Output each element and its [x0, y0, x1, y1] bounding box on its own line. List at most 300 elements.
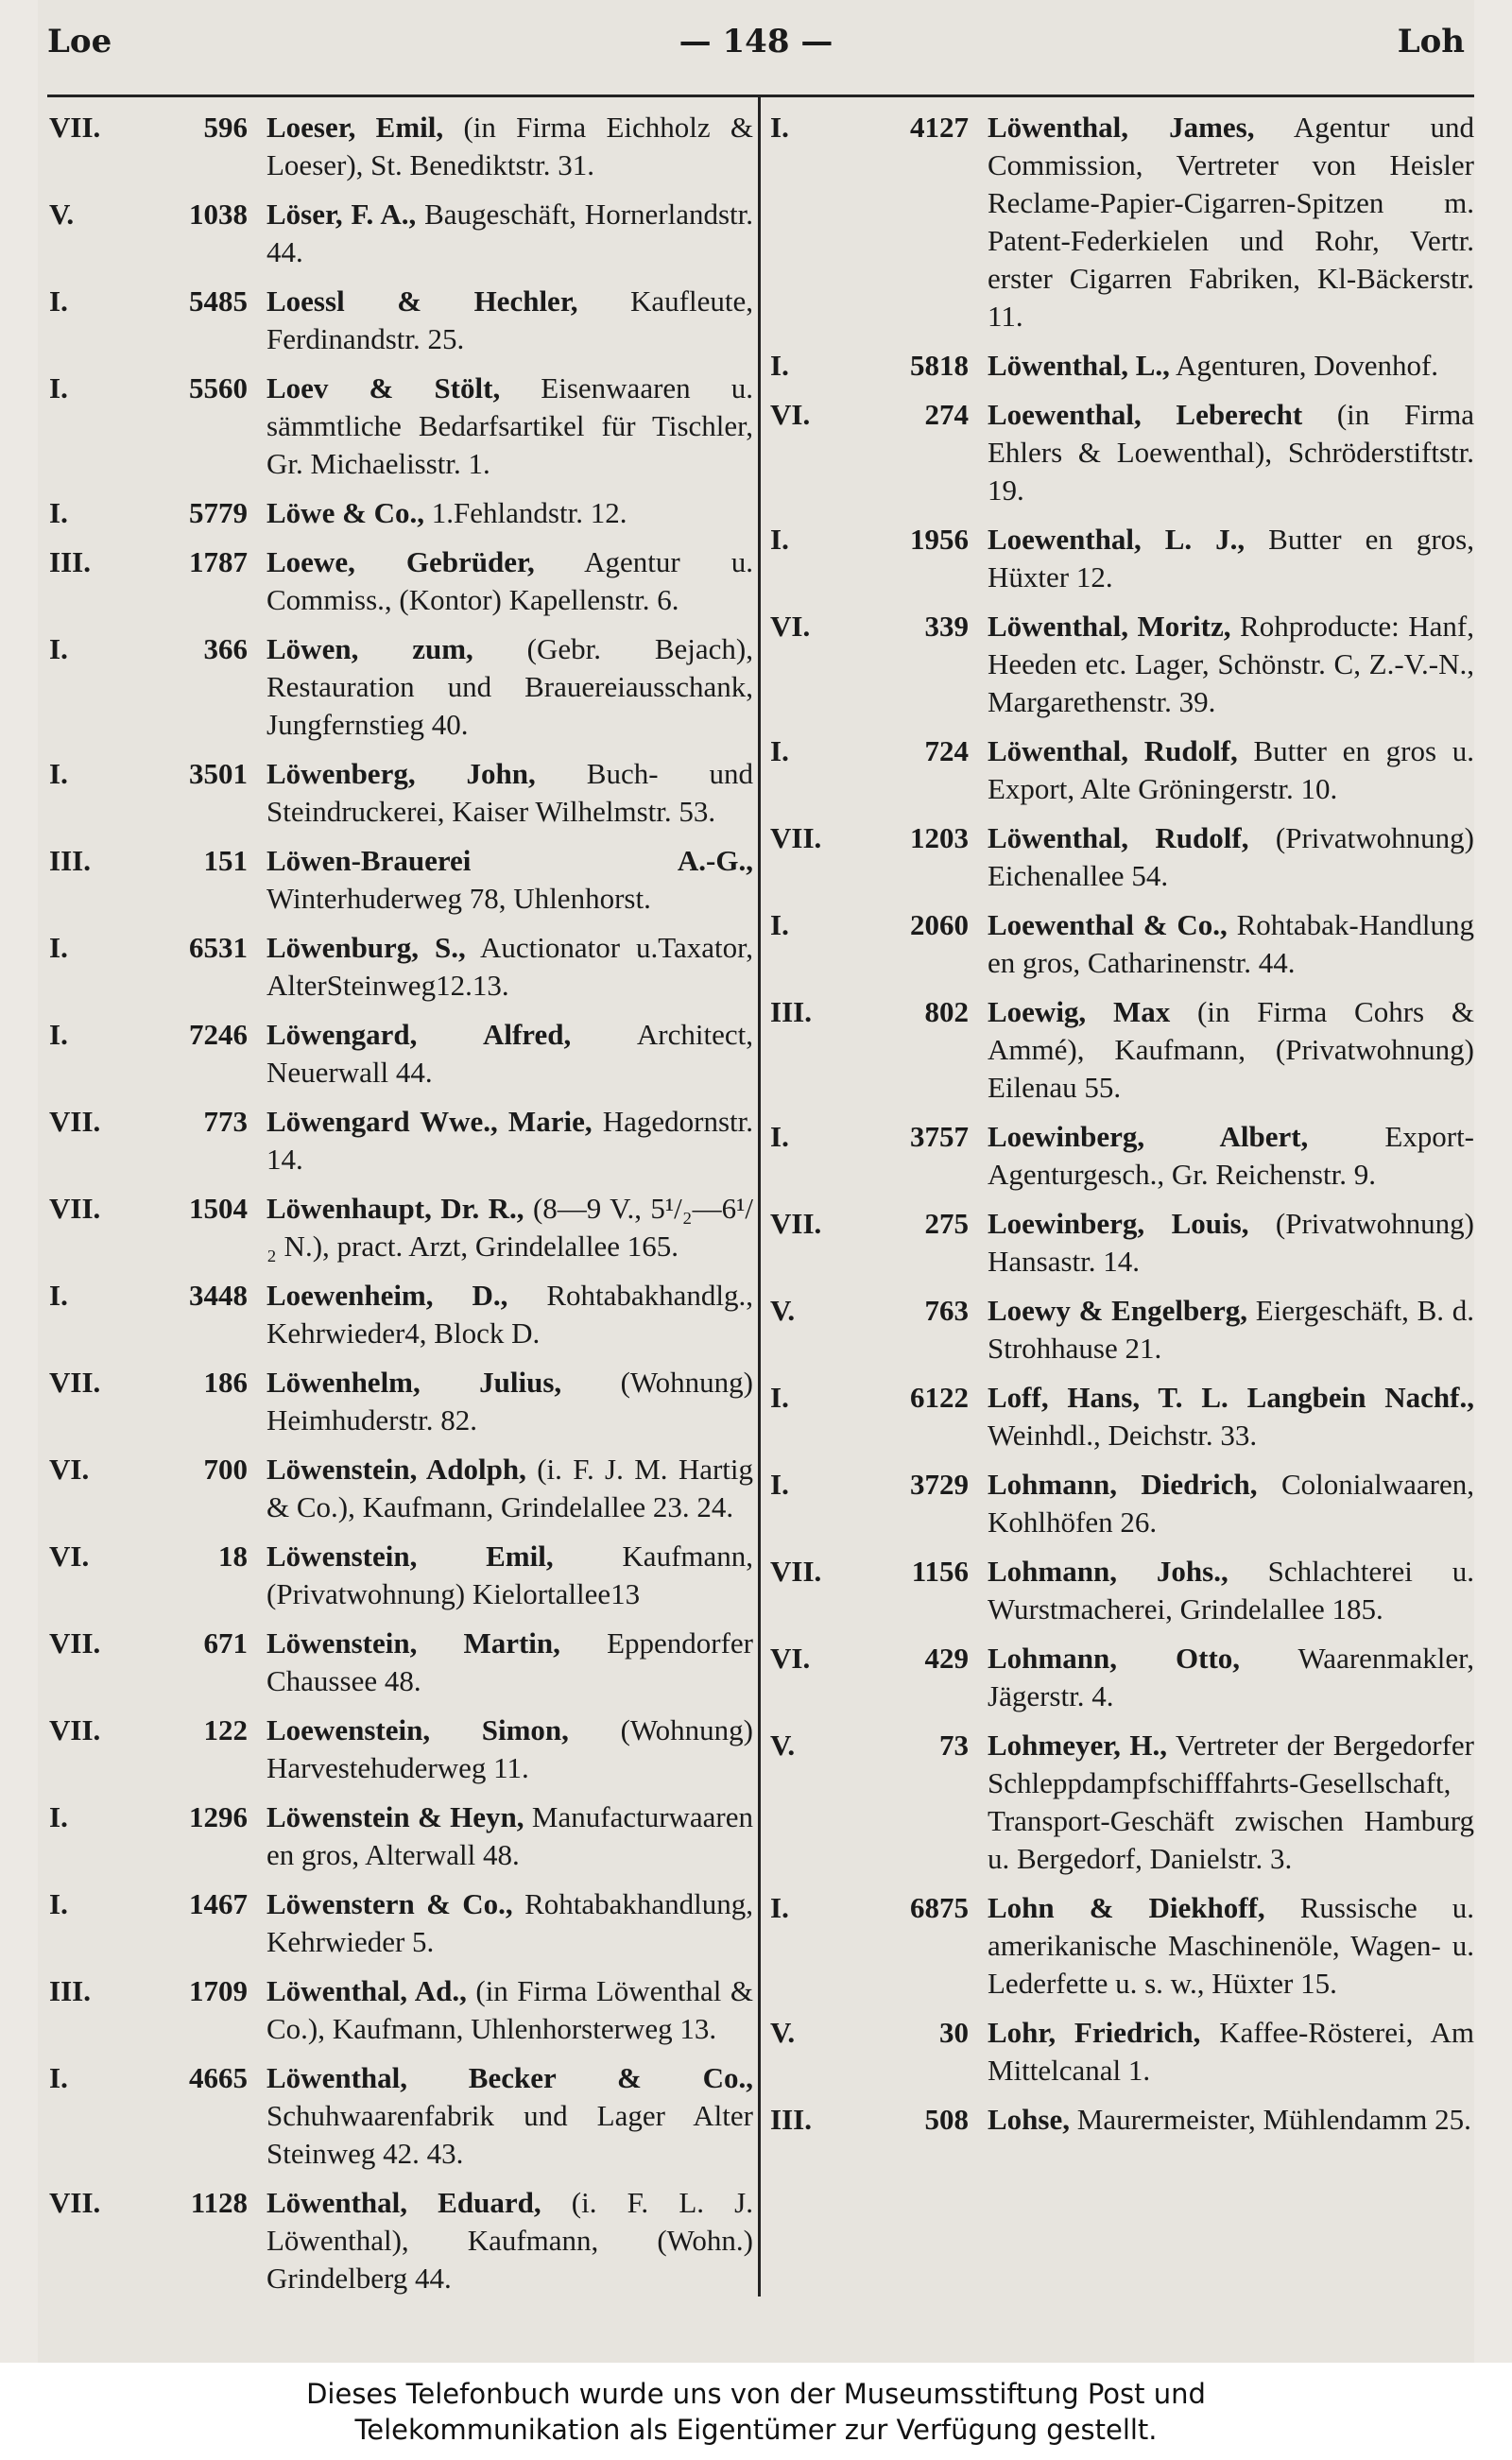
phone-id: [49, 1712, 252, 1749]
exchange-district: I.: [770, 349, 789, 382]
phone-id: [770, 608, 973, 645]
directory-entry: [49, 1798, 753, 1874]
directory-entry: [49, 283, 753, 358]
entry-text: [988, 1118, 1474, 1194]
phone-number: 6531: [189, 931, 248, 964]
directory-entry: [49, 2059, 753, 2173]
phone-id: [770, 993, 973, 1031]
directory-entry: [770, 608, 1474, 721]
phone-number: 18: [218, 1540, 248, 1573]
entry-text: [266, 109, 753, 184]
directory-entry: [49, 196, 753, 271]
phone-number: 773: [203, 1105, 248, 1138]
subscriber-name: Lohmeyer, H.,: [988, 1729, 1167, 1762]
subscriber-details: Kaffee-Rösterei, Am Mittelcanal 1.: [988, 2016, 1475, 2087]
phone-number: 2060: [910, 908, 969, 941]
exchange-district: I.: [49, 632, 68, 665]
entry-text: [266, 283, 753, 358]
subscriber-details: Buch- und Steindruckerei, Kaiser Wilhelmstr. 53.: [266, 757, 753, 828]
entry-text: [988, 396, 1474, 509]
subscriber-name: Lohse,: [988, 2103, 1070, 2136]
subscriber-details: (8—9 V., 5¹/₂—6¹/₂ N.), pract. Arzt, Grindelallee 165.: [266, 1192, 753, 1263]
subscriber-name: Loewenstein, Simon,: [266, 1713, 569, 1746]
directory-entry: [770, 732, 1474, 808]
subscriber-details: Russische u. amerikanische Maschinenöle, Wagen- u. Lederfette u. s. w., Hüxter 15.: [988, 1891, 1474, 2000]
phone-number: 508: [924, 2103, 969, 2136]
directory-entry: [770, 2014, 1474, 2090]
entry-text: [266, 1625, 753, 1700]
subscriber-details: Waarenmakler, Jägerstr. 4.: [988, 1642, 1474, 1712]
subscriber-details: Colonialwaaren, Kohlhöfen 26.: [988, 1468, 1474, 1539]
left-column: [49, 109, 753, 2309]
subscriber-name: Löwenthal, Eduard,: [266, 2186, 541, 2219]
phone-number: 1203: [910, 821, 969, 854]
phone-id: [770, 732, 973, 770]
phone-id: [770, 1466, 973, 1504]
subscriber-name: Löwenthal, L.,: [988, 349, 1170, 382]
phone-id: [49, 842, 252, 880]
phone-number: 596: [203, 111, 248, 144]
directory-entry: [49, 842, 753, 918]
directory-entry: [770, 1292, 1474, 1368]
directory-entry: [49, 2184, 753, 2297]
exchange-district: I.: [770, 1120, 789, 1153]
exchange-district: III.: [49, 1974, 91, 2007]
subscriber-details: (i. F. L. J. Löwenthal), Kaufmann, (Wohn.) Grindelberg 44.: [266, 2186, 753, 2295]
entry-text: [988, 1727, 1474, 1878]
subscriber-details: Schlachterei u. Wurstmacherei, Grindelallee 185.: [988, 1555, 1474, 1626]
entry-text: [266, 1538, 753, 1613]
subscriber-name: Lohmann, Johs.,: [988, 1555, 1228, 1588]
entry-text: [988, 1466, 1474, 1541]
exchange-district: VII.: [49, 111, 101, 144]
phone-id: [770, 1205, 973, 1243]
directory-entry: [49, 109, 753, 184]
subscriber-details: Rohtabak-Handlung en gros, Catharinenstr. 44.: [988, 908, 1474, 979]
subscriber-details: Maurermeister, Mühlendamm 25.: [1076, 2103, 1471, 2136]
subscriber-details: Eisenwaaren u. sämmtliche Bedarfsartikel für Tischler, Gr. Michaelisstr. 1.: [266, 371, 753, 480]
entry-text: [988, 2014, 1474, 2090]
phone-id: [770, 1727, 973, 1764]
exchange-district: I.: [770, 1468, 789, 1501]
exchange-district: VI.: [770, 398, 811, 431]
phone-id: [770, 1118, 973, 1156]
phone-id: [49, 755, 252, 793]
directory-entry: [770, 1466, 1474, 1541]
subscriber-details: Vertreter der Bergedorfer Schleppdampfschifffahrts-Gesellschaft, Transport-Geschäft zwischen Hamburg u. Bergedorf, Danielstr. 3.: [988, 1729, 1474, 1875]
entry-text: [266, 2184, 753, 2297]
entry-text: [988, 993, 1474, 1107]
exchange-district: VII.: [49, 1626, 101, 1660]
phone-number: 4665: [189, 2061, 248, 2094]
subscriber-name: Löwengard Wwe., Marie,: [266, 1105, 593, 1138]
entry-text: [988, 2101, 1474, 2139]
subscriber-name: Loewenheim, D.,: [266, 1279, 508, 1312]
phone-number: 151: [203, 844, 248, 877]
entry-text: [266, 543, 753, 619]
entry-text: [266, 1364, 753, 1439]
entry-text: [988, 109, 1474, 335]
subscriber-name: Löwe & Co.,: [266, 496, 425, 529]
entry-text: [266, 1798, 753, 1874]
exchange-district: VII.: [49, 2186, 101, 2219]
entry-text: [266, 1712, 753, 1787]
phone-number: 1504: [189, 1192, 248, 1225]
subscriber-details: Baugeschäft, Hornerlandstr. 44.: [266, 198, 754, 268]
exchange-district: V.: [770, 1729, 796, 1762]
phone-id: [49, 1798, 252, 1836]
directory-entry: [770, 1553, 1474, 1628]
exchange-district: III.: [770, 995, 812, 1028]
entry-text: [988, 1205, 1474, 1281]
exchange-district: I.: [49, 371, 68, 404]
subscriber-details: (in Firma Cohrs & Ammé), Kaufmann, (Privatwohnung) Eilenau 55.: [988, 995, 1475, 1104]
subscriber-name: Loewinberg, Louis,: [988, 1207, 1249, 1240]
exchange-district: VII.: [770, 1207, 822, 1240]
subscriber-details: Rohtabakhandlg., Kehrwieder4, Block D.: [266, 1279, 753, 1350]
phone-id: [49, 1103, 252, 1141]
subscriber-name: Loev & Stölt,: [266, 371, 501, 404]
subscriber-name: Löwenburg, S.,: [266, 931, 466, 964]
subscriber-name: Löwengard, Alfred,: [266, 1018, 572, 1051]
subscriber-name: Löwenhaupt, Dr. R.,: [266, 1192, 524, 1225]
subscriber-details: Kaufmann, (Privatwohnung) Kielortallee13: [266, 1540, 754, 1610]
directory-entry: [770, 2101, 1474, 2139]
subscriber-name: Lohmann, Otto,: [988, 1642, 1241, 1675]
exchange-district: I.: [770, 908, 789, 941]
entry-text: [266, 1451, 753, 1526]
phone-number: 4127: [910, 111, 969, 144]
phone-id: [49, 283, 252, 320]
entry-text: [988, 1553, 1474, 1628]
footer-line-1: Dieses Telefonbuch wurde uns von der Museumsstiftung Post und: [306, 2378, 1206, 2410]
phone-number: 275: [924, 1207, 969, 1240]
right-column: [770, 109, 1474, 2150]
exchange-district: VII.: [770, 821, 822, 854]
exchange-district: I.: [49, 496, 68, 529]
phone-id: [770, 1553, 973, 1591]
subscriber-name: Löwenstein, Martin,: [266, 1626, 560, 1660]
subscriber-name: Löwenthal, Moritz,: [988, 610, 1231, 643]
subscriber-name: Löwen, zum,: [266, 632, 473, 665]
exchange-district: VII.: [49, 1366, 101, 1399]
entry-text: [988, 608, 1474, 721]
subscriber-details: (Privatwohnung) Hansastr. 14.: [988, 1207, 1474, 1278]
phone-id: [49, 109, 252, 146]
directory-entry: [49, 1712, 753, 1787]
phone-id: [49, 1538, 252, 1575]
exchange-district: V.: [49, 198, 75, 231]
subscriber-details: Eiergeschäft, B. d. Strohhause 21.: [988, 1294, 1475, 1365]
subscriber-name: Loessl & Hechler,: [266, 284, 578, 318]
directory-entry: [770, 1640, 1474, 1715]
directory-entry: [49, 1016, 753, 1092]
exchange-district: I.: [49, 284, 68, 318]
subscriber-details: (in Firma Ehlers & Loewenthal), Schröderstiftstr. 19.: [988, 398, 1475, 507]
subscriber-name: Löser, F. A.,: [266, 198, 417, 231]
page-number: — 148 —: [679, 23, 833, 60]
entry-text: [988, 1292, 1474, 1368]
subscriber-name: Loeser, Emil,: [266, 111, 444, 144]
subscriber-details: 1.Fehlandstr. 12.: [431, 496, 627, 529]
entry-text: [988, 521, 1474, 596]
phone-number: 186: [203, 1366, 248, 1399]
phone-number: 763: [924, 1294, 969, 1327]
directory-entry: [49, 1364, 753, 1439]
subscriber-details: Butter en gros, Hüxter 12.: [988, 523, 1474, 593]
subscriber-details: Export-Agenturgesch., Gr. Reichenstr. 9.: [988, 1120, 1475, 1191]
subscriber-details: Architect, Neuerwall 44.: [266, 1018, 753, 1089]
directory-entry: [49, 1625, 753, 1700]
directory-entry: [770, 109, 1474, 335]
exchange-district: I.: [49, 1279, 68, 1312]
directory-entry: [49, 1885, 753, 1961]
directory-entry: [49, 1972, 753, 2048]
phone-number: 5818: [910, 349, 969, 382]
subscriber-details: Schuhwaarenfabrik und Lager Alter Steinweg 42. 43.: [266, 2099, 753, 2170]
phone-id: [770, 1640, 973, 1677]
subscriber-name: Lohn & Diekhoff,: [988, 1891, 1265, 1924]
phone-id: [770, 1379, 973, 1417]
entry-text: [266, 842, 753, 918]
directory-entry: [49, 1538, 753, 1613]
phone-id: [770, 109, 973, 146]
phone-number: 3729: [910, 1468, 969, 1501]
subscriber-details: Weinhdl., Deichstr. 33.: [988, 1419, 1258, 1452]
entry-text: [266, 1885, 753, 1961]
entry-text: [266, 1277, 753, 1352]
subscriber-name: Loewinberg, Albert,: [988, 1120, 1309, 1153]
phone-id: [770, 521, 973, 559]
subscriber-name: Loff, Hans, T. L. Langbein Nachf.,: [988, 1381, 1474, 1414]
entry-text: [266, 494, 753, 532]
phone-number: 802: [924, 995, 969, 1028]
directory-entry: [49, 630, 753, 744]
footer-notice: [0, 2363, 1512, 2460]
subscriber-name: Loewe, Gebrüder,: [266, 545, 535, 578]
subscriber-details: (i. F. J. M. Hartig & Co.), Kaufmann, Grindelallee 23. 24.: [266, 1453, 754, 1523]
exchange-district: III.: [770, 2103, 812, 2136]
subscriber-name: Löwen-Brauerei A.-G.,: [266, 844, 753, 877]
exchange-district: I.: [770, 1891, 789, 1924]
directory-entry: [49, 1451, 753, 1526]
exchange-district: III.: [49, 844, 91, 877]
exchange-district: I.: [770, 1381, 789, 1414]
entry-text: [266, 196, 753, 271]
subscriber-name: Löwenthal, Becker & Co.,: [266, 2061, 753, 2094]
directory-entry: [770, 993, 1474, 1107]
phone-id: [49, 1885, 252, 1923]
entry-text: [266, 929, 753, 1005]
phone-number: 1956: [910, 523, 969, 556]
phone-id: [49, 494, 252, 532]
directory-entry: [49, 370, 753, 483]
directory-entry: [770, 1889, 1474, 2003]
phone-number: 3501: [189, 757, 248, 790]
phone-number: 5779: [189, 496, 248, 529]
directory-entry: [49, 543, 753, 619]
entry-text: [266, 2059, 753, 2173]
entry-text: [266, 1103, 753, 1178]
subscriber-name: Loewy & Engelberg,: [988, 1294, 1247, 1327]
entry-text: [266, 1972, 753, 2048]
exchange-district: I.: [49, 931, 68, 964]
phone-number: 1156: [911, 1555, 969, 1588]
phone-id: [770, 396, 973, 434]
entry-text: [266, 630, 753, 744]
phone-id: [770, 2101, 973, 2139]
subscriber-name: Lohmann, Diedrich,: [988, 1468, 1258, 1501]
subscriber-name: Löwenthal, Rudolf,: [988, 734, 1238, 767]
directory-entry: [770, 396, 1474, 509]
phone-id: [770, 819, 973, 857]
directory-entry: [49, 494, 753, 532]
subscriber-details: Manufacturwaaren en gros, Alterwall 48.: [266, 1800, 754, 1871]
exchange-district: VII.: [770, 1555, 822, 1588]
subscriber-name: Löwenstein & Heyn,: [266, 1800, 524, 1833]
phone-id: [49, 543, 252, 581]
phone-id: [770, 906, 973, 944]
phone-number: 274: [924, 398, 969, 431]
phone-id: [49, 196, 252, 233]
phone-number: 3448: [189, 1279, 248, 1312]
exchange-district: I.: [49, 2061, 68, 2094]
subscriber-details: Agenturen, Dovenhof.: [1175, 349, 1439, 382]
phone-number: 6122: [910, 1381, 969, 1414]
exchange-district: I.: [770, 734, 789, 767]
phone-number: 6875: [910, 1891, 969, 1924]
phone-number: 1128: [190, 2186, 248, 2219]
subscriber-name: Lohr, Friedrich,: [988, 2016, 1201, 2049]
exchange-district: I.: [770, 111, 789, 144]
subscriber-details: (in Firma Löwenthal & Co.), Kaufmann, Uhlenhorsterweg 13.: [266, 1974, 753, 2045]
phone-id: [770, 1292, 973, 1330]
header-rule: [47, 95, 1474, 97]
directory-entry: [770, 1205, 1474, 1281]
phone-number: 671: [203, 1626, 248, 1660]
phone-number: 5560: [189, 371, 248, 404]
subscriber-details: (Wohnung) Harvestehuderweg 11.: [266, 1713, 753, 1784]
subscriber-details: Hagedornstr. 14.: [266, 1105, 753, 1176]
subscriber-name: Loewenthal & Co.,: [988, 908, 1228, 941]
subscriber-name: Loewig, Max: [988, 995, 1171, 1028]
exchange-district: VI.: [49, 1540, 90, 1573]
exchange-district: VI.: [770, 1642, 811, 1675]
directory-entry: [49, 929, 753, 1005]
entry-text: [266, 370, 753, 483]
phone-number: 1038: [189, 198, 248, 231]
subscriber-details: (Privatwohnung) Eichenallee 54.: [988, 821, 1475, 892]
phone-id: [49, 1451, 252, 1488]
exchange-district: I.: [49, 1800, 68, 1833]
subscriber-name: Löwenstern & Co.,: [266, 1887, 513, 1920]
subscriber-details: (Wohnung) Heimhuderstr. 82.: [266, 1366, 753, 1436]
phone-number: 122: [203, 1713, 248, 1746]
subscriber-details: Agentur und Commission, Vertreter von Heisler Reclame-Papier-Cigarren-Spitzen m. Patent-Federkielen und Rohr, Vertr. erster Cigarren Fabriken, Kl-Bäckerstr. 11.: [988, 111, 1474, 333]
subscriber-name: Loewenthal, L. J.,: [988, 523, 1246, 556]
entry-text: [988, 1379, 1474, 1454]
subscriber-details: Rohproducte: Hanf, Heeden etc. Lager, Schönstr. C, Z.-V.-N., Margarethenstr. 39.: [988, 610, 1475, 718]
directory-entry: [49, 1103, 753, 1178]
directory-entry: [770, 819, 1474, 895]
subscriber-name: Löwenstein, Emil,: [266, 1540, 554, 1573]
phone-id: [49, 370, 252, 407]
directory-entry: [770, 521, 1474, 596]
phone-number: 724: [924, 734, 969, 767]
phone-number: 339: [924, 610, 969, 643]
subscriber-name: Löwenstein, Adolph,: [266, 1453, 526, 1486]
subscriber-details: Kaufleute, Ferdinandstr. 25.: [266, 284, 753, 355]
exchange-district: V.: [770, 1294, 796, 1327]
entry-text: [266, 1016, 753, 1092]
subscriber-details: Eppendorfer Chaussee 48.: [266, 1626, 754, 1697]
directory-entry: [49, 1277, 753, 1352]
phone-number: 3757: [910, 1120, 969, 1153]
exchange-district: I.: [49, 1018, 68, 1051]
exchange-district: VI.: [770, 610, 811, 643]
exchange-district: I.: [49, 757, 68, 790]
entry-text: [266, 1190, 753, 1265]
phone-number: 700: [203, 1453, 248, 1486]
directory-entry: [49, 755, 753, 831]
directory-entry: [770, 1727, 1474, 1878]
directory-entry: [770, 347, 1474, 385]
subscriber-name: Löwenhelm, Julius,: [266, 1366, 562, 1399]
phone-number: 1296: [189, 1800, 248, 1833]
phone-id: [49, 630, 252, 668]
phone-id: [49, 1277, 252, 1315]
phone-number: 1787: [189, 545, 248, 578]
exchange-district: III.: [49, 545, 91, 578]
subscriber-name: Löwenthal, James,: [988, 111, 1255, 144]
subscriber-details: Rohtabakhandlung, Kehrwieder 5.: [266, 1887, 754, 1958]
phone-id: [49, 929, 252, 967]
exchange-district: VII.: [49, 1192, 101, 1225]
phone-number: 429: [924, 1642, 969, 1675]
phone-number: 1467: [189, 1887, 248, 1920]
phone-number: 5485: [189, 284, 248, 318]
subscriber-name: Loewenthal, Leberecht: [988, 398, 1303, 431]
subscriber-details: (Gebr. Bejach), Restauration und Brauereiausschank, Jungfernstieg 40.: [266, 632, 753, 741]
subscriber-details: Butter en gros u. Export, Alte Gröningerstr. 10.: [988, 734, 1475, 805]
phone-id: [49, 2059, 252, 2097]
subscriber-name: Löwenthal, Rudolf,: [988, 821, 1249, 854]
subscriber-details: Auctionator u.Taxator, AlterSteinweg12.13.: [266, 931, 754, 1002]
phone-number: 7246: [189, 1018, 248, 1051]
phone-id: [49, 1364, 252, 1402]
entry-text: [988, 906, 1474, 982]
phone-id: [49, 2184, 252, 2222]
exchange-district: VII.: [49, 1105, 101, 1138]
exchange-district: VII.: [49, 1713, 101, 1746]
subscriber-name: Löwenberg, John,: [266, 757, 536, 790]
footer-line-2: Telekommunikation als Eigentümer zur Verfügung gestellt.: [354, 2414, 1158, 2446]
column-divider: [758, 95, 761, 2297]
phone-number: 1709: [189, 1974, 248, 2007]
entry-text: [988, 347, 1474, 385]
directory-entry: [770, 1118, 1474, 1194]
phone-number: 30: [939, 2016, 969, 2049]
entry-text: [266, 755, 753, 831]
entry-text: [988, 1889, 1474, 2003]
page-header: [47, 23, 1465, 76]
exchange-district: I.: [49, 1887, 68, 1920]
subscriber-details: Agentur u. Commiss., (Kontor) Kapellenstr. 6.: [266, 545, 753, 616]
phone-id: [49, 1190, 252, 1228]
entry-text: [988, 732, 1474, 808]
phone-number: 366: [203, 632, 248, 665]
phone-id: [770, 347, 973, 385]
